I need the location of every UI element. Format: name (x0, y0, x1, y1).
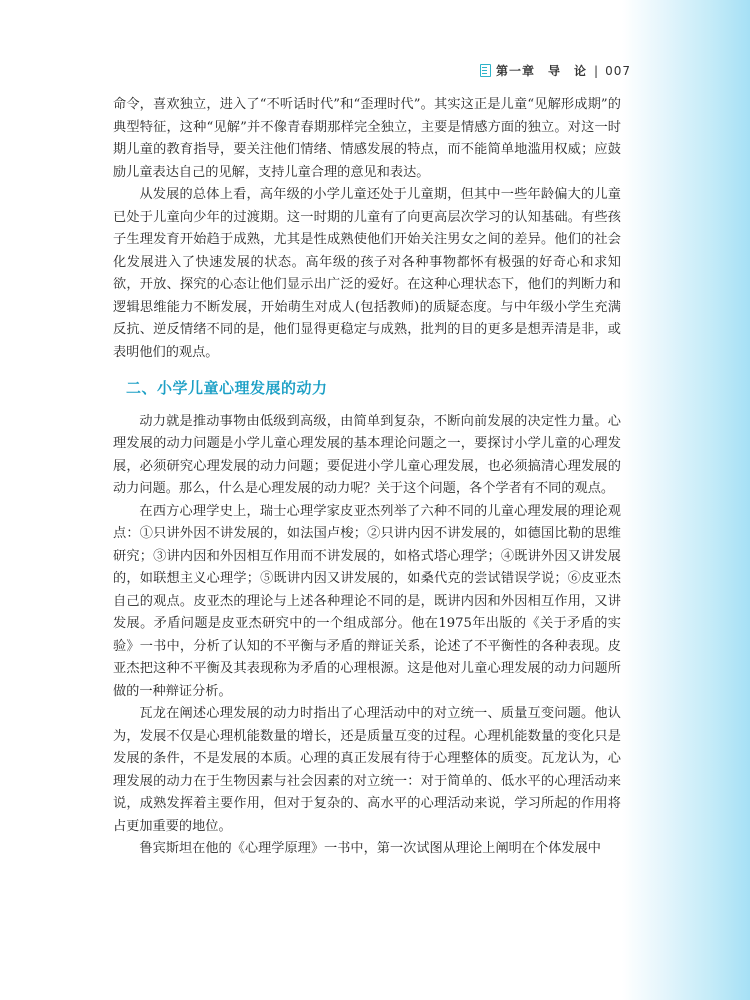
book-icon (480, 64, 491, 77)
body-paragraph: 动力就是推动事物由低级到高级，由简单到复杂，不断向前发展的决定性力量。心理发展的动力问题是小学儿童心理发展的基本理论问题之一，要探讨小学儿童的心理发展，必须研究心理发展的动力问题；要促进小学儿童心理发展，也必须搞清心理发展的动力问题。那么，什么是心理发展的动力呢？关于这个问题，各个学者有不同的观点。 (113, 413, 621, 496)
header-separator: | (594, 63, 599, 78)
body-paragraph: 命令，喜欢独立，进入了“不听话时代”和“歪理时代”。其实这正是儿童“见解形成期”的典型特征，这种“见解”并不像青春期那样完全独立，主要是情感方面的独立。对这一时期儿童的教育指导，要关注他们情绪、情感发展的特点，而不能简单地滥用权威；应鼓励儿童表达自己的见解，支持儿童合理的意见和表达。 (113, 97, 621, 180)
section-heading: 二、小学儿童心理发展的动力 (126, 379, 328, 397)
chapter-title: 第一章 导 论 (496, 64, 588, 78)
running-header (480, 62, 631, 79)
paragraph-group-after (113, 411, 621, 861)
paragraph-group-before (113, 94, 621, 364)
body-paragraph: 在西方心理学史上，瑞士心理学家皮亚杰列举了六种不同的儿童心理发展的理论观点：①只讲外因不讲发展的，如法国卢梭；②只讲内因不讲发展的，如德国比勒的思维研究；③讲内因和外因相互作用而不讲发展的，如格式塔心理学；④既讲外因又讲发展的，如联想主义心理学；⑤既讲内因又讲发展的，如桑代克的尝试错误学说；⑥皮亚杰自己的观点。皮亚杰的理论与上述各种理论不同的是，既讲内因和外因相互作用，又讲发展。矛盾问题是皮亚杰研究中的一个组成部分。他在1975年出版的《关于矛盾的实验》一书中，分析了认知的不平衡与矛盾的辩证关系，论述了不平衡性的各种表现。皮亚杰把这种不平衡及其表现称为矛盾的心理根源。这是他对儿童心理发展的动力问题所做的一种辩证分析。 (113, 503, 621, 699)
body-paragraph: 鲁宾斯坦在他的《心理学原理》一书中，第一次试图从理论上阐明在个体发展中 (139, 841, 601, 856)
page-number: 007 (605, 63, 631, 78)
page-body (113, 94, 621, 861)
page-edge-gradient (622, 0, 750, 1000)
body-paragraph: 瓦龙在阐述心理发展的动力时指出了心理活动中的对立统一、质量互变问题。他认为，发展不仅是心理机能数量的增长，还是质量互变的过程。心理机能数量的变化只是发展的条件，不是发展的本质。心理的真正发展有待于心理整体的质变。瓦龙认为，心理发展的动力在于生物因素与社会因素的对立统一：对于简单的、低水平的心理活动来说，成熟发挥着主要作用，但对于复杂的、高水平的心理活动来说，学习所起的作用将占更加重要的地位。 (113, 706, 621, 834)
body-paragraph: 从发展的总体上看，高年级的小学儿童还处于儿童期，但其中一些年龄偏大的儿童已处于儿童向少年的过渡期。这一时期的儿童有了向更高层次学习的认知基础。有些孩子生理发育开始趋于成熟，尤其是性成熟使他们开始关注男女之间的差异。他们的社会化发展进入了快速发展的状态。高年级的孩子对各种事物都怀有极强的好奇心和求知欲，开放、探究的心态让他们显示出广泛的爱好。在这种心理状态下，他们的判断力和逻辑思维能力不断发展，开始萌生对成人(包括教师)的质疑态度。与中年级小学生充满反抗、逆反情绪不同的是，他们显得更稳定与成熟，批判的目的更多是想弄清是非，或表明他们的观点。 (113, 187, 621, 360)
